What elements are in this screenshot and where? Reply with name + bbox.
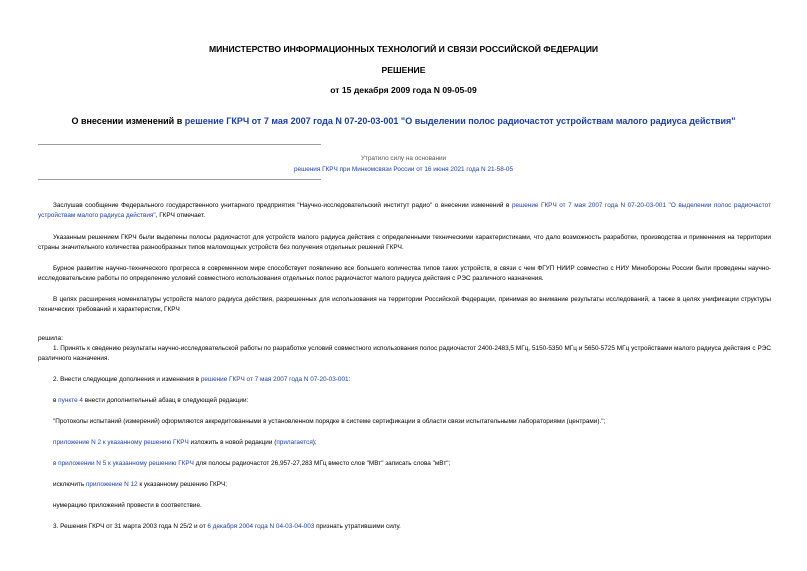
- item-2: [53, 376, 350, 383]
- status-note: Утратило силу на основании: [360, 155, 447, 162]
- item-3-link[interactable]: 6 декабря 2004 года N 04-03-04-003: [207, 523, 315, 530]
- item-2c-tail: );: [312, 439, 317, 446]
- paragraph-1: [38, 201, 771, 220]
- item-2d: [53, 460, 450, 467]
- item-2e-text: исключить: [53, 481, 86, 488]
- item-2a-text: внести дополнительный абзац в следующей редакции:: [82, 397, 249, 404]
- status-divider-top: [38, 144, 321, 145]
- item-2a-pre: в: [53, 397, 59, 404]
- ministry-heading: МИНИСТЕРСТВО ИНФОРМАЦИОННЫХ ТЕХНОЛОГИЙ И СВЯЗИ РОССИЙСКОЙ ФЕДЕРАЦИИ: [208, 44, 599, 54]
- paragraph-3: Бурное развитие научно-технического прогресса в современном мире способствует появлению все большего количества типов таких устройств, в связи с чем ФГУП НИИР совместно с НИУ Минобороны России были проведены научно-исследовательские работы по определению условий совместного использования отдельных полос радиочастот малого радиуса действия с РЭС различного назначения.: [38, 265, 771, 282]
- paragraph-2: Указанным решением ГКРЧ были выделены полосы радиочастот для устройств малого радиуса действия с определенными техническими характеристиками, что дало возможность разработки, производства и применения на территории страны значительного количества разнообразных типов маломощных устройств без получения отдельных решений ГКРЧ.: [38, 234, 771, 251]
- item-2e-link[interactable]: приложение N 12: [85, 481, 138, 488]
- item-2-text: 2. Внести следующие дополнения и изменения в: [53, 376, 201, 383]
- item-2e: [53, 481, 227, 488]
- item-2d-text: для полосы радиочастот 26,957-27,283 МГц вместо слов "МВт" записать слова "мВт";: [193, 460, 451, 467]
- item-2e-tail: к указанному решению ГКРЧ;: [137, 481, 228, 488]
- status-link[interactable]: решения ГКРЧ при Минкомсвязи России от 16 июня 2021 года N 21-58-05: [293, 166, 514, 173]
- item-2c-link-1[interactable]: приложение N 2 к указанному решению ГКРЧ: [53, 439, 189, 446]
- title-prefix: О внесении изменений в: [71, 116, 185, 126]
- item-3: [53, 523, 401, 530]
- paragraph-1-text-b: , ГКРЧ отмечает.: [155, 211, 205, 219]
- document-title: [0, 116, 807, 126]
- paragraph-4: В целях расширения номенклатуры устройств малого радиуса действия, разрешенных для использования на территории Российской Федерации, принимая во внимание результаты исследований, а также в целях унификации структуры технических требований и характеристик, ГКРЧ: [38, 296, 771, 313]
- decided-label: решила:: [38, 335, 63, 342]
- item-3-tail: признать утратившими силу.: [314, 523, 401, 530]
- item-2f: нумерацию приложений провести в соответствие.: [53, 502, 202, 509]
- item-2-link[interactable]: решение ГКРЧ от 7 мая 2007 года N 07-20-03-001: [200, 376, 349, 383]
- item-2c: [53, 439, 317, 446]
- status-link-line: [0, 166, 807, 173]
- paragraph-1-text-a: Заслушав сообщение Федерального государственного унитарного предприятия "Научно-исследовательский институт радио" о внесении изменений в: [53, 202, 512, 209]
- document-date-number: от 15 декабря 2009 года N 09-05-09: [330, 85, 477, 95]
- paragraph-1-link[interactable]: решение ГКРЧ от 7 мая 2007 года N 07-20-03-001 "О выделении полос радиочастот устройствам малого радиуса действия": [38, 202, 771, 219]
- item-2d-link[interactable]: в приложении N 5 к указанному решению ГКРЧ: [53, 460, 194, 467]
- item-2c-text: изложить в новой редакции (: [188, 439, 277, 446]
- item-1: 1. Принять к сведению результаты научно-исследовательской работы по разработке условий совместного использования полос радиочастот 2400-2483,5 МГц, 5150-5350 МГц и 5650-5725 МГц устройствами малого радиуса действия с РЭС различного назначения.: [38, 345, 771, 362]
- item-2c-link-2[interactable]: прилагается: [276, 439, 313, 446]
- item-2-tail: :: [348, 376, 351, 383]
- title-link[interactable]: решение ГКРЧ от 7 мая 2007 года N 07-20-03-001 "О выделении полос радиочастот устройствам малого радиуса действия": [184, 116, 736, 126]
- document-type-heading: РЕШЕНИЕ: [381, 65, 426, 75]
- item-2b: "Протоколы испытаний (измерений) оформляются аккредитованными в установленном порядке в системе сертификации в области связи испытательными лабораториями (центрами).";: [53, 418, 606, 425]
- item-2a: [53, 397, 248, 404]
- status-divider-bottom: [38, 179, 321, 180]
- item-2a-link[interactable]: пункте 4: [58, 397, 83, 404]
- item-3-text: 3. Решения ГКРЧ от 31 марта 2003 года N 25/2 и от: [53, 523, 208, 530]
